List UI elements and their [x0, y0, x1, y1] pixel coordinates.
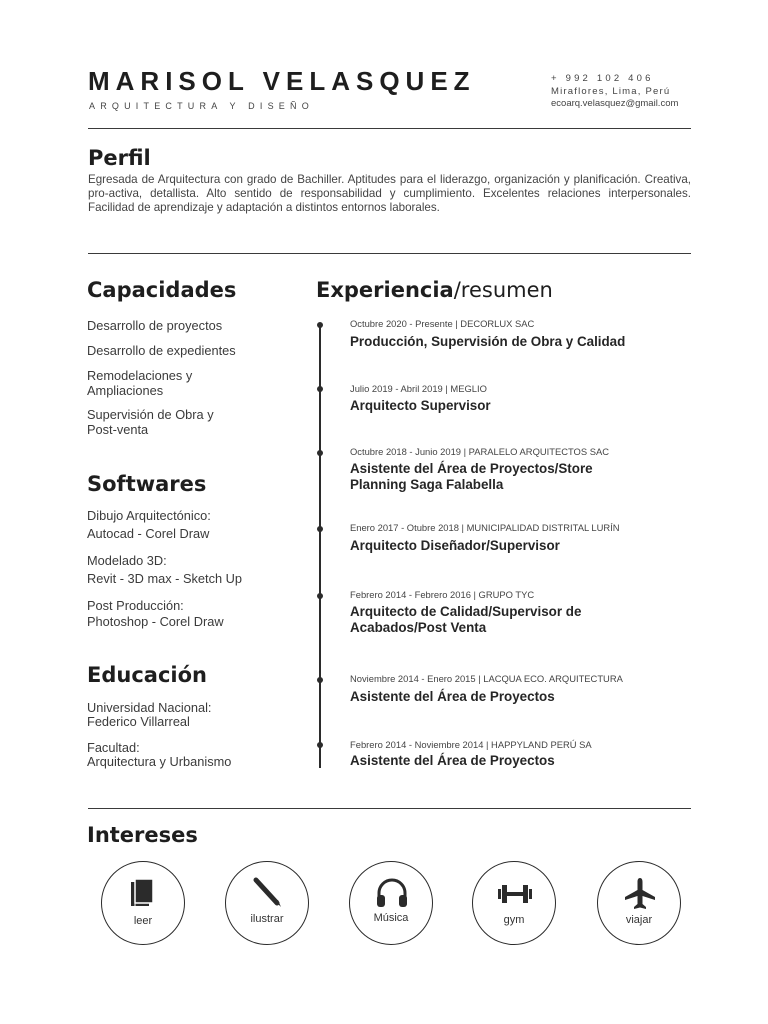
experience-meta: Febrero 2014 - Noviembre 2014 | HAPPYLAND PERÚ SA [350, 739, 592, 750]
dumbbell-icon [497, 876, 533, 912]
interest-viajar [597, 861, 681, 945]
experience-meta: Enero 2017 - Otubre 2018 | MUNICIPALIDAD DISTRITAL LURÍN [350, 522, 620, 533]
experiencia-heading-light: /resumen [453, 278, 553, 302]
experience-meta: Noviembre 2014 - Enero 2015 | LACQUA ECO. ARQUITECTURA [350, 673, 623, 684]
softwares-heading: Softwares [87, 472, 207, 496]
perfil-text: Egresada de Arquitectura con grado de Bachiller. Aptitudes para el liderazgo, organización y planificación. Creativa, pro-activa, detallista. Alto sentido de responsabilidad y cumplimiento. Excelentes relaciones interpersonales. Facilidad de aprendizaje y adaptación a distintos entornos laborales. [88, 173, 691, 215]
contact-email: ecoarq.velasquez@gmail.com [551, 98, 679, 109]
educacion-heading: Educación [87, 663, 207, 687]
capacidades-heading: Capacidades [87, 278, 237, 302]
capacidad-item: Desarrollo de expedientes [87, 343, 236, 358]
interest-label: gym [503, 914, 525, 926]
capacidad-item: Remodelaciones y Ampliaciones [87, 368, 193, 398]
software-label: Post Producción: [87, 598, 184, 613]
timeline-dot [317, 677, 323, 683]
timeline-dot [317, 526, 323, 532]
candidate-subtitle: ARQUITECTURA Y DISEÑO [89, 101, 314, 111]
educacion-label: Universidad Nacional: [87, 700, 212, 715]
timeline-dot [317, 742, 323, 748]
experience-meta: Octubre 2020 - Presente | DECORLUX SAC [350, 318, 535, 329]
software-value: Revit - 3D max - Sketch Up [87, 571, 243, 586]
capacidad-item: Desarrollo de proyectos [87, 318, 223, 333]
experience-title: Producción, Supervisión de Obra y Calidad [350, 334, 626, 349]
pen-icon [250, 876, 286, 912]
contact-phone: + 992 102 406 [551, 73, 654, 84]
experience-title: Asistente del Área de Proyectos [350, 753, 555, 768]
interest-leer [101, 861, 185, 945]
intereses-heading: Intereses [87, 823, 198, 847]
timeline-dot [317, 386, 323, 392]
software-label: Modelado 3D: [87, 553, 167, 568]
experience-title: Asistente del Área de Proyectos/Store Planning Saga Falabella [350, 461, 593, 492]
perfil-divider [88, 253, 691, 254]
intereses-divider [88, 808, 691, 809]
experiencia-heading [316, 278, 553, 302]
educacion-label: Facultad: [87, 740, 140, 755]
timeline-dot [317, 450, 323, 456]
software-value: Autocad - Corel Draw [87, 526, 210, 541]
software-value: Photoshop - Corel Draw [87, 614, 224, 629]
interest-label: Música [373, 912, 409, 924]
educacion-value: Arquitectura y Urbanismo [87, 754, 232, 769]
experience-meta: Julio 2019 - Abril 2019 | MEGLIO [350, 383, 487, 394]
timeline-dot [317, 593, 323, 599]
contact-location: Miraflores, Lima, Perú [551, 86, 671, 97]
educacion-value: Federico Villarreal [87, 714, 190, 729]
experiencia-heading-bold: Experiencia [316, 278, 454, 302]
experience-title: Arquitecto Supervisor [350, 398, 491, 413]
experience-meta: Octubre 2018 - Junio 2019 | PARALELO ARQUITECTOS SAC [350, 446, 609, 457]
interest-ilustrar [225, 861, 309, 945]
experience-title: Arquitecto Diseñador/Supervisor [350, 538, 560, 553]
header-divider [88, 128, 691, 129]
experience-title: Asistente del Área de Proyectos [350, 689, 555, 704]
capacidad-item: Supervisión de Obra y Post-venta [87, 407, 214, 437]
interest-gym [472, 861, 556, 945]
software-label: Dibujo Arquitectónico: [87, 508, 211, 523]
interest-label: leer [133, 915, 153, 927]
candidate-name: MARISOL VELASQUEZ [88, 66, 476, 96]
perfil-heading: Perfil [88, 146, 151, 170]
interest-musica [349, 861, 433, 945]
experience-meta: Febrero 2014 - Febrero 2016 | GRUPO TYC [350, 589, 535, 600]
timeline-dot [317, 322, 323, 328]
book-icon [126, 876, 162, 912]
interest-label: ilustrar [250, 913, 284, 925]
experience-title: Arquitecto de Calidad/Supervisor de Acabados/Post Venta [350, 604, 582, 635]
interest-label: viajar [625, 914, 653, 926]
airplane-icon [622, 876, 658, 912]
headphones-icon [374, 876, 410, 912]
